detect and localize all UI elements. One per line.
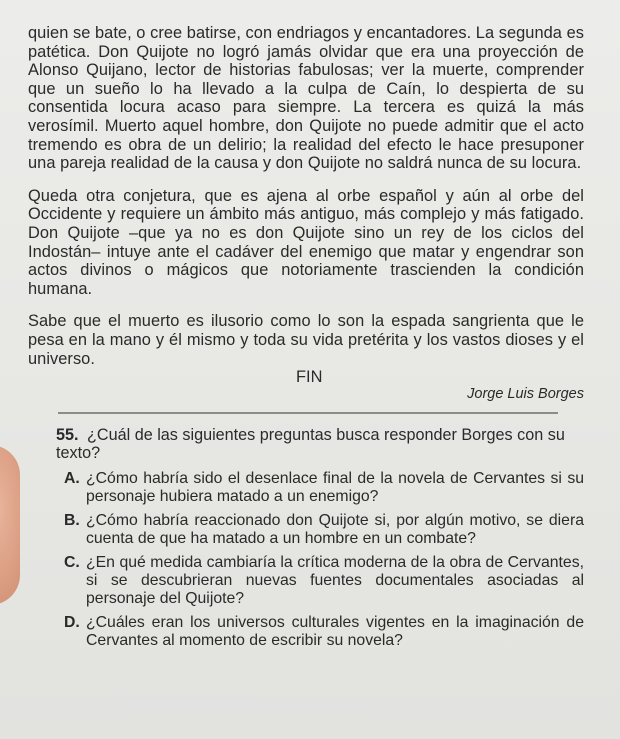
section-divider xyxy=(58,412,558,414)
passage-paragraph-3: Sabe que el muerto es ilusorio como lo son la espada sangrienta que le pesa en la mano y él mismo y toda su vida pretérita y los vastos dioses y el universo. xyxy=(28,312,584,368)
option-d-label: D. xyxy=(64,614,80,632)
option-a-text: ¿Cómo habría sido el desenlace final de la novela de Cervantes si su personaje hubiera matado a un enemigo? xyxy=(86,470,584,506)
option-c[interactable] xyxy=(64,554,584,608)
question-55 xyxy=(56,426,584,462)
passage-paragraph-2: Queda otra conjetura, que es ajena al orbe español y aún al orbe del Occidente y requiere un ámbito más antiguo, más complejo y más fatigado. Don Quijote –que ya no es don Quijote sino un rey de los ciclos del Indostán– intuye ante el cadáver del enemigo que matar y engendrar son actos divinos o mágicos que notoriamente trascienden la condición humana. xyxy=(28,186,584,298)
option-c-text: ¿En qué medida cambiaría la crítica moderna de la obra de Cervantes, si se descubrieran nuevas fuentes documentales asociadas al personaje del Quijote? xyxy=(86,554,584,608)
author-name: Jorge Luis Borges xyxy=(467,386,584,403)
question-text: ¿Cuál de las siguientes preguntas busca responder Borges con su texto? xyxy=(56,426,565,463)
option-a[interactable] xyxy=(64,470,584,506)
option-b-text: ¿Cómo habría reaccionado don Quijote si, por algún motivo, se diera cuenta de que ha matado a un hombre en un combate? xyxy=(86,512,584,548)
option-b[interactable] xyxy=(64,512,584,548)
page-content xyxy=(28,24,584,656)
question-number: 55. xyxy=(56,426,79,445)
finger xyxy=(0,445,20,605)
end-row xyxy=(28,366,584,406)
passage-paragraph-1: quien se bate, o cree batirse, con endriagos y encantadores. La segunda es patética. Don Quijote no logró jamás olvidar que era una proyección de Alonso Quijano, lector de historias fabulosas; ver la muerte, comprender que un sueño lo ha llevado a la culpa de Caín, lo despierta de su consentida locura acaso para siempre. La tercera es quizá la más verosímil. Muerto aquel hombre, don Quijote no puede admitir que el acto tremendo es obra de un delirio; la realidad del efecto le hace presuponer una pareja realidad de la causa y don Quijote no saldrá nunca de su locura. xyxy=(28,24,584,173)
option-b-label: B. xyxy=(64,512,80,530)
end-label: FIN xyxy=(296,368,323,387)
option-d[interactable] xyxy=(64,614,584,650)
option-c-label: C. xyxy=(64,554,80,572)
option-a-label: A. xyxy=(64,470,80,488)
option-d-text: ¿Cuáles eran los universos culturales vigentes en la imaginación de Cervantes al momento de escribir su novela? xyxy=(86,614,584,650)
